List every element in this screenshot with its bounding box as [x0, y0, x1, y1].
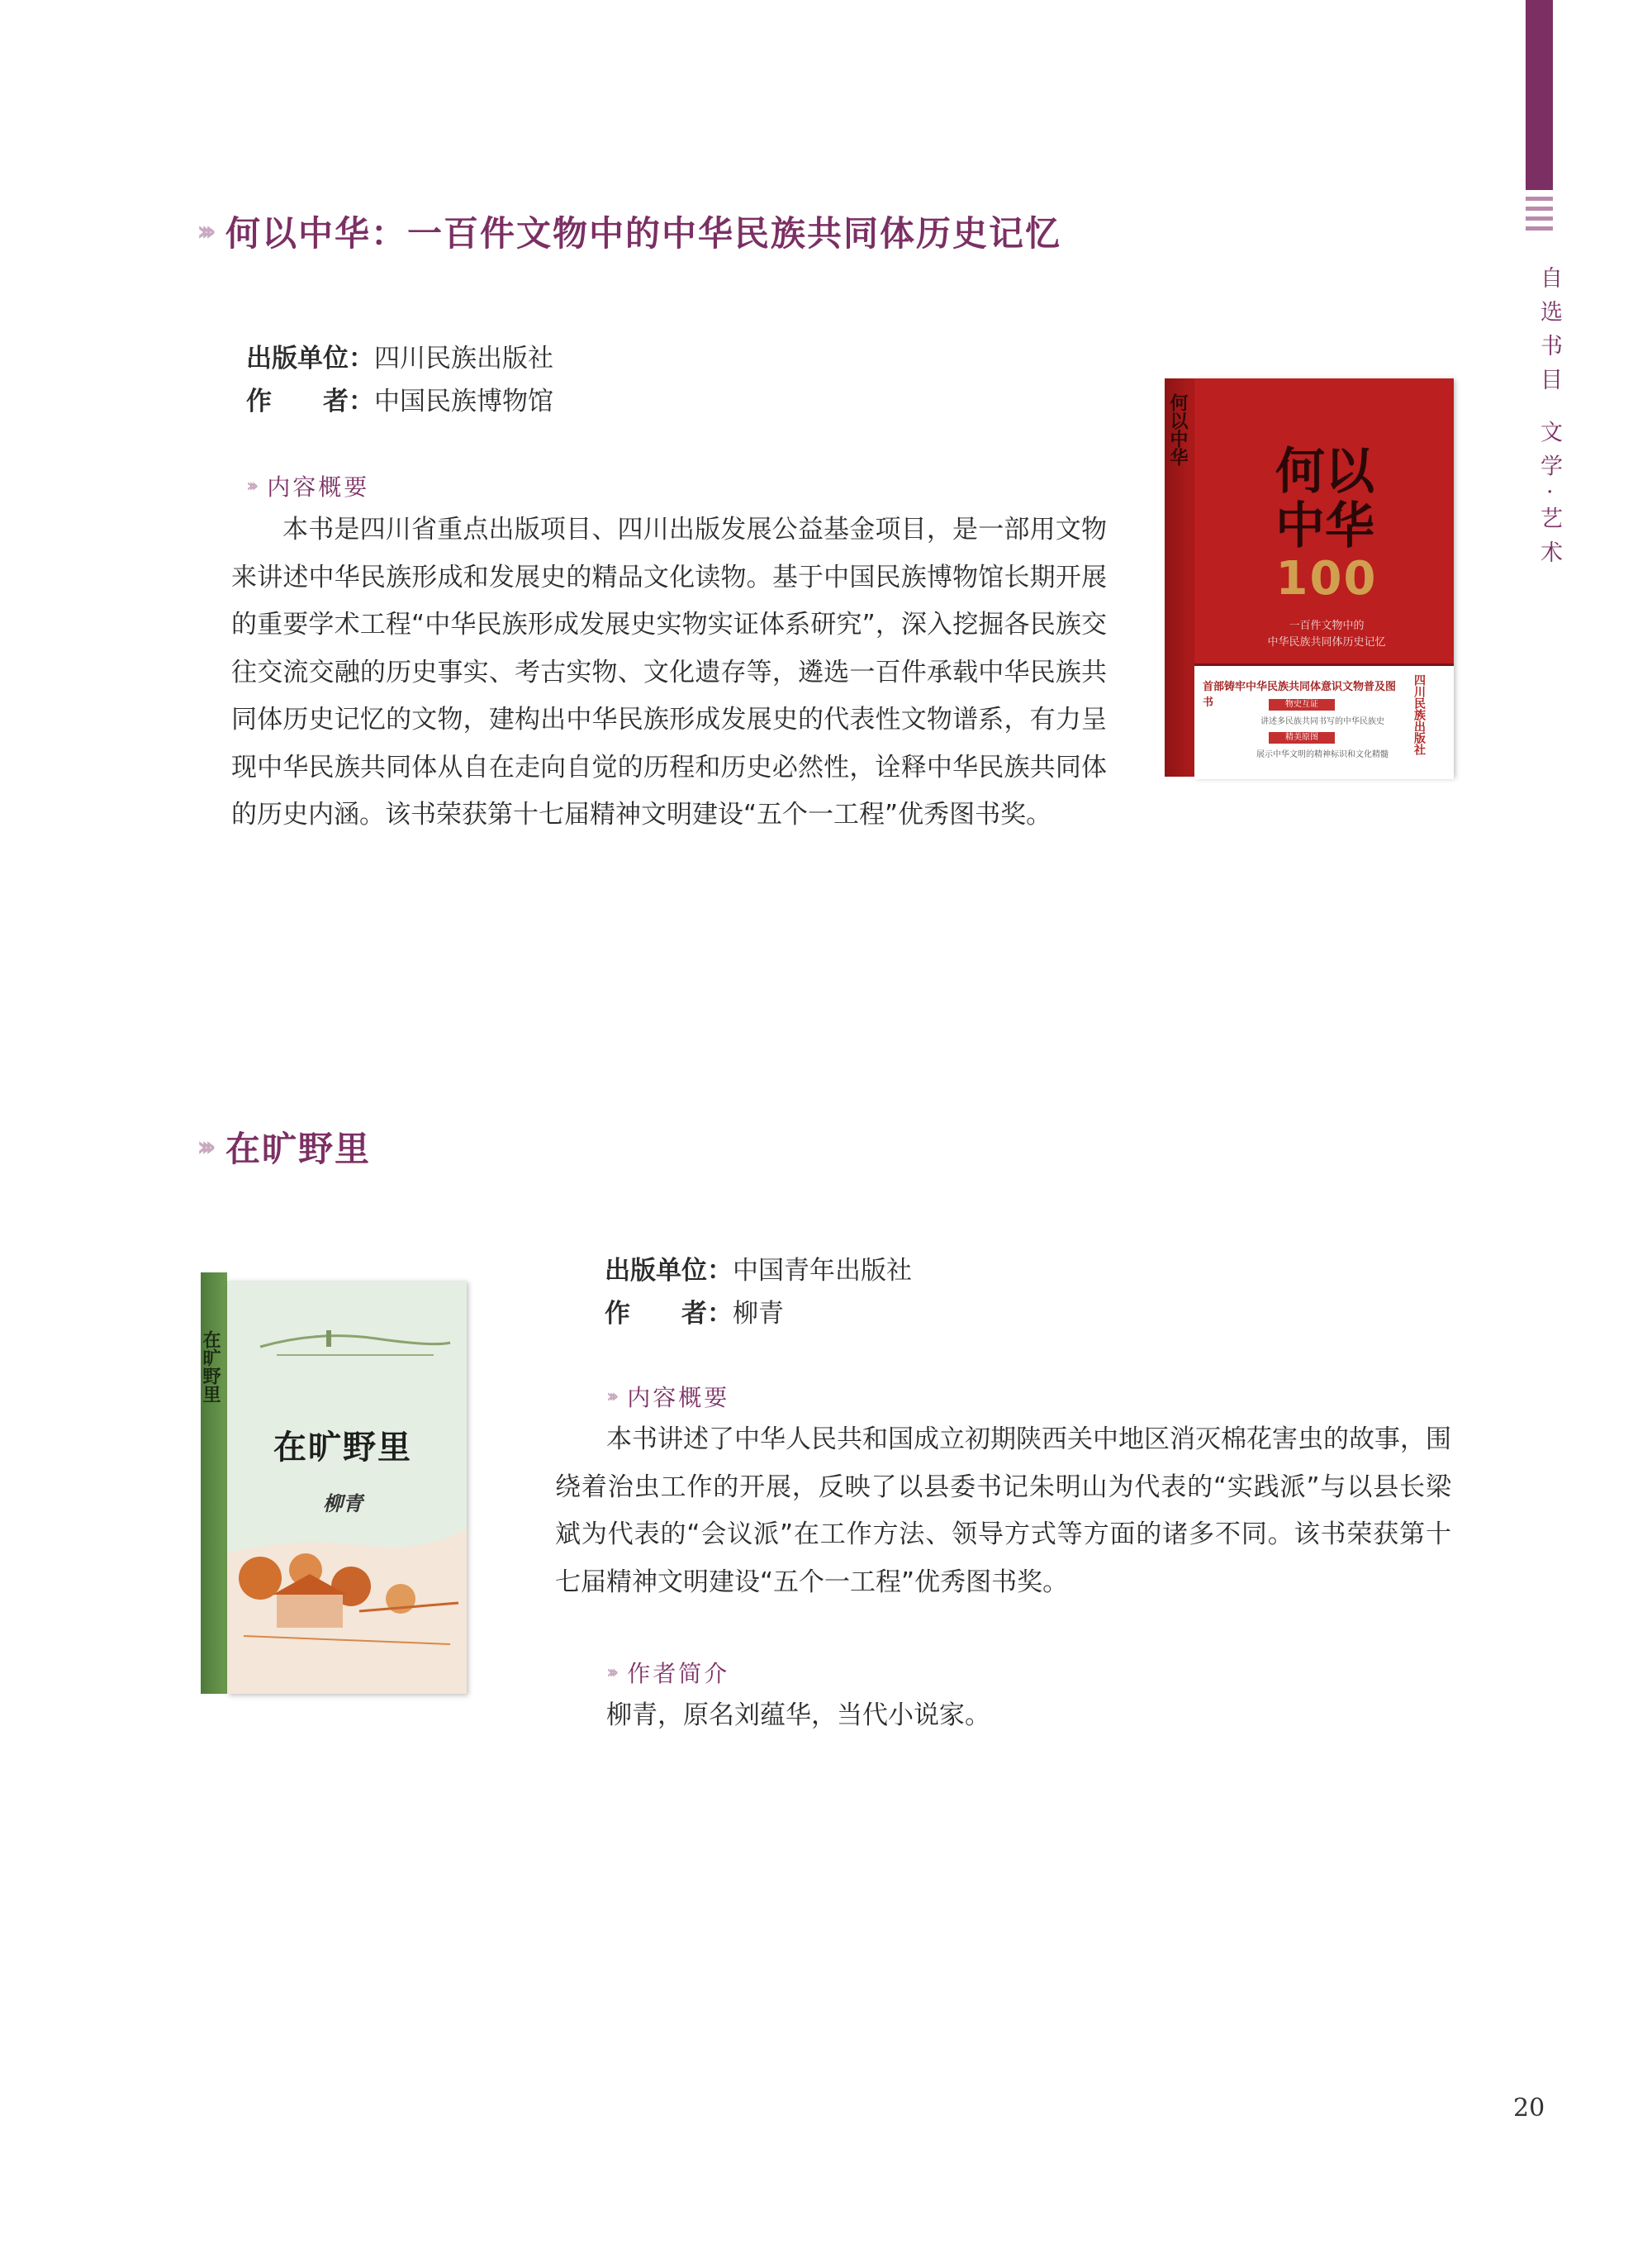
side-tab-stripes [1526, 197, 1553, 236]
book2-publisher: 中国青年出版社 [733, 1256, 912, 1286]
chevron-icon: ››› [197, 1130, 210, 1163]
book1-publisher-mark: 四川民族出版社 [1412, 674, 1426, 755]
chevron-icon: ››› [197, 215, 210, 248]
book1-spine: 何以中华 [1165, 378, 1194, 777]
page-number: 20 [1513, 2094, 1545, 2123]
book2-author: 柳青 [733, 1299, 784, 1329]
book2-summary: 本书讲述了中华人民共和国成立初期陕西关中地区消灭棉花害虫的故事，围绕着治虫工作的开展，反映了以县委书记朱明山为代表的“实践派”与以县长梁斌为代表的“会议派”在工作方法、领导方式等方面的诸多不同。该书荣获第十七届精神文明建设“五个一工程”优秀图书奖。 [555, 1424, 1451, 1597]
book1-cover-title: 何以 中华 [1275, 443, 1374, 555]
chevron-icon: ››› [246, 475, 254, 497]
book1-summary: 本书是四川省重点出版项目、四川出版发展公益基金项目，是一部用文物来讲述中华民族形成和发展史的精品文化读物。基于中国民族博物馆长期开展的重要学术工程“中华民族形成发展史实物实证体系研究”，深入挖掘各民族交往交流交融的历史事实、考古实物、文化遗存等，遴选一百件承载中华民族共同体历史记忆的文物，建构出中华民族形成发展史的代表性文物谱系，有力呈现中华民族共同体从自在走向自觉的历程和历史必然性，诠释中华民族共同体的历史内涵。该书荣获第十七届精神文明建设“五个一工程”优秀图书奖。 [231, 515, 1107, 830]
author-label: 作 者： [246, 387, 374, 416]
book2-title: 在旷野里 [225, 1129, 372, 1169]
book2-spine: 在旷野里 [201, 1272, 227, 1694]
book1-front [1194, 378, 1454, 777]
book2-meta [605, 1249, 912, 1335]
book1-title: 何以中华：一百件文物中的中华民族共同体历史记忆 [225, 213, 1062, 254]
section-title-book2 [197, 1122, 371, 1172]
book2-cover-title: 在旷野里 [273, 1428, 412, 1467]
chevron-icon: ››› [606, 1662, 615, 1683]
side-tab-bar [1526, 0, 1553, 190]
book1-cover-band: 首部铸牢中华民族共同体意识文物普及图书 物史互证 讲述多民族共同书写的中华民族史 精美原图 展示中华文明的精神标识和文化精髓 四川民族出版社 [1194, 663, 1454, 779]
side-tab-label: 自选书目 文学·艺术 [1536, 266, 1562, 575]
chevron-icon: ››› [606, 1386, 615, 1407]
book1-cover-subtitle: 一百件文物中的 中华民族共同体历史记忆 [1267, 620, 1386, 649]
author-label: 作 者： [605, 1299, 733, 1329]
book2-front [227, 1281, 467, 1694]
book1-cover-number: 100 [1275, 552, 1378, 606]
section-title-book1 [197, 207, 1061, 256]
publisher-label: 出版单位： [605, 1256, 733, 1286]
book2-author-intro: 柳青，原名刘蕴华，当代小说家。 [606, 1700, 990, 1730]
book1-author: 中国民族博物馆 [374, 387, 553, 416]
book1-meta [246, 337, 553, 423]
book2-cover [201, 1272, 467, 1694]
book2-cover-author: 柳青 [323, 1491, 363, 1515]
publisher-label: 出版单位： [246, 344, 374, 373]
book1-publisher: 四川民族出版社 [374, 344, 553, 373]
book2-author-heading: ››› 作者简介 [606, 1660, 730, 1687]
book1-cover [1165, 378, 1454, 777]
book1-summary-heading: ››› 内容概要 [246, 473, 370, 501]
book2-summary-heading: ››› 内容概要 [606, 1384, 730, 1411]
